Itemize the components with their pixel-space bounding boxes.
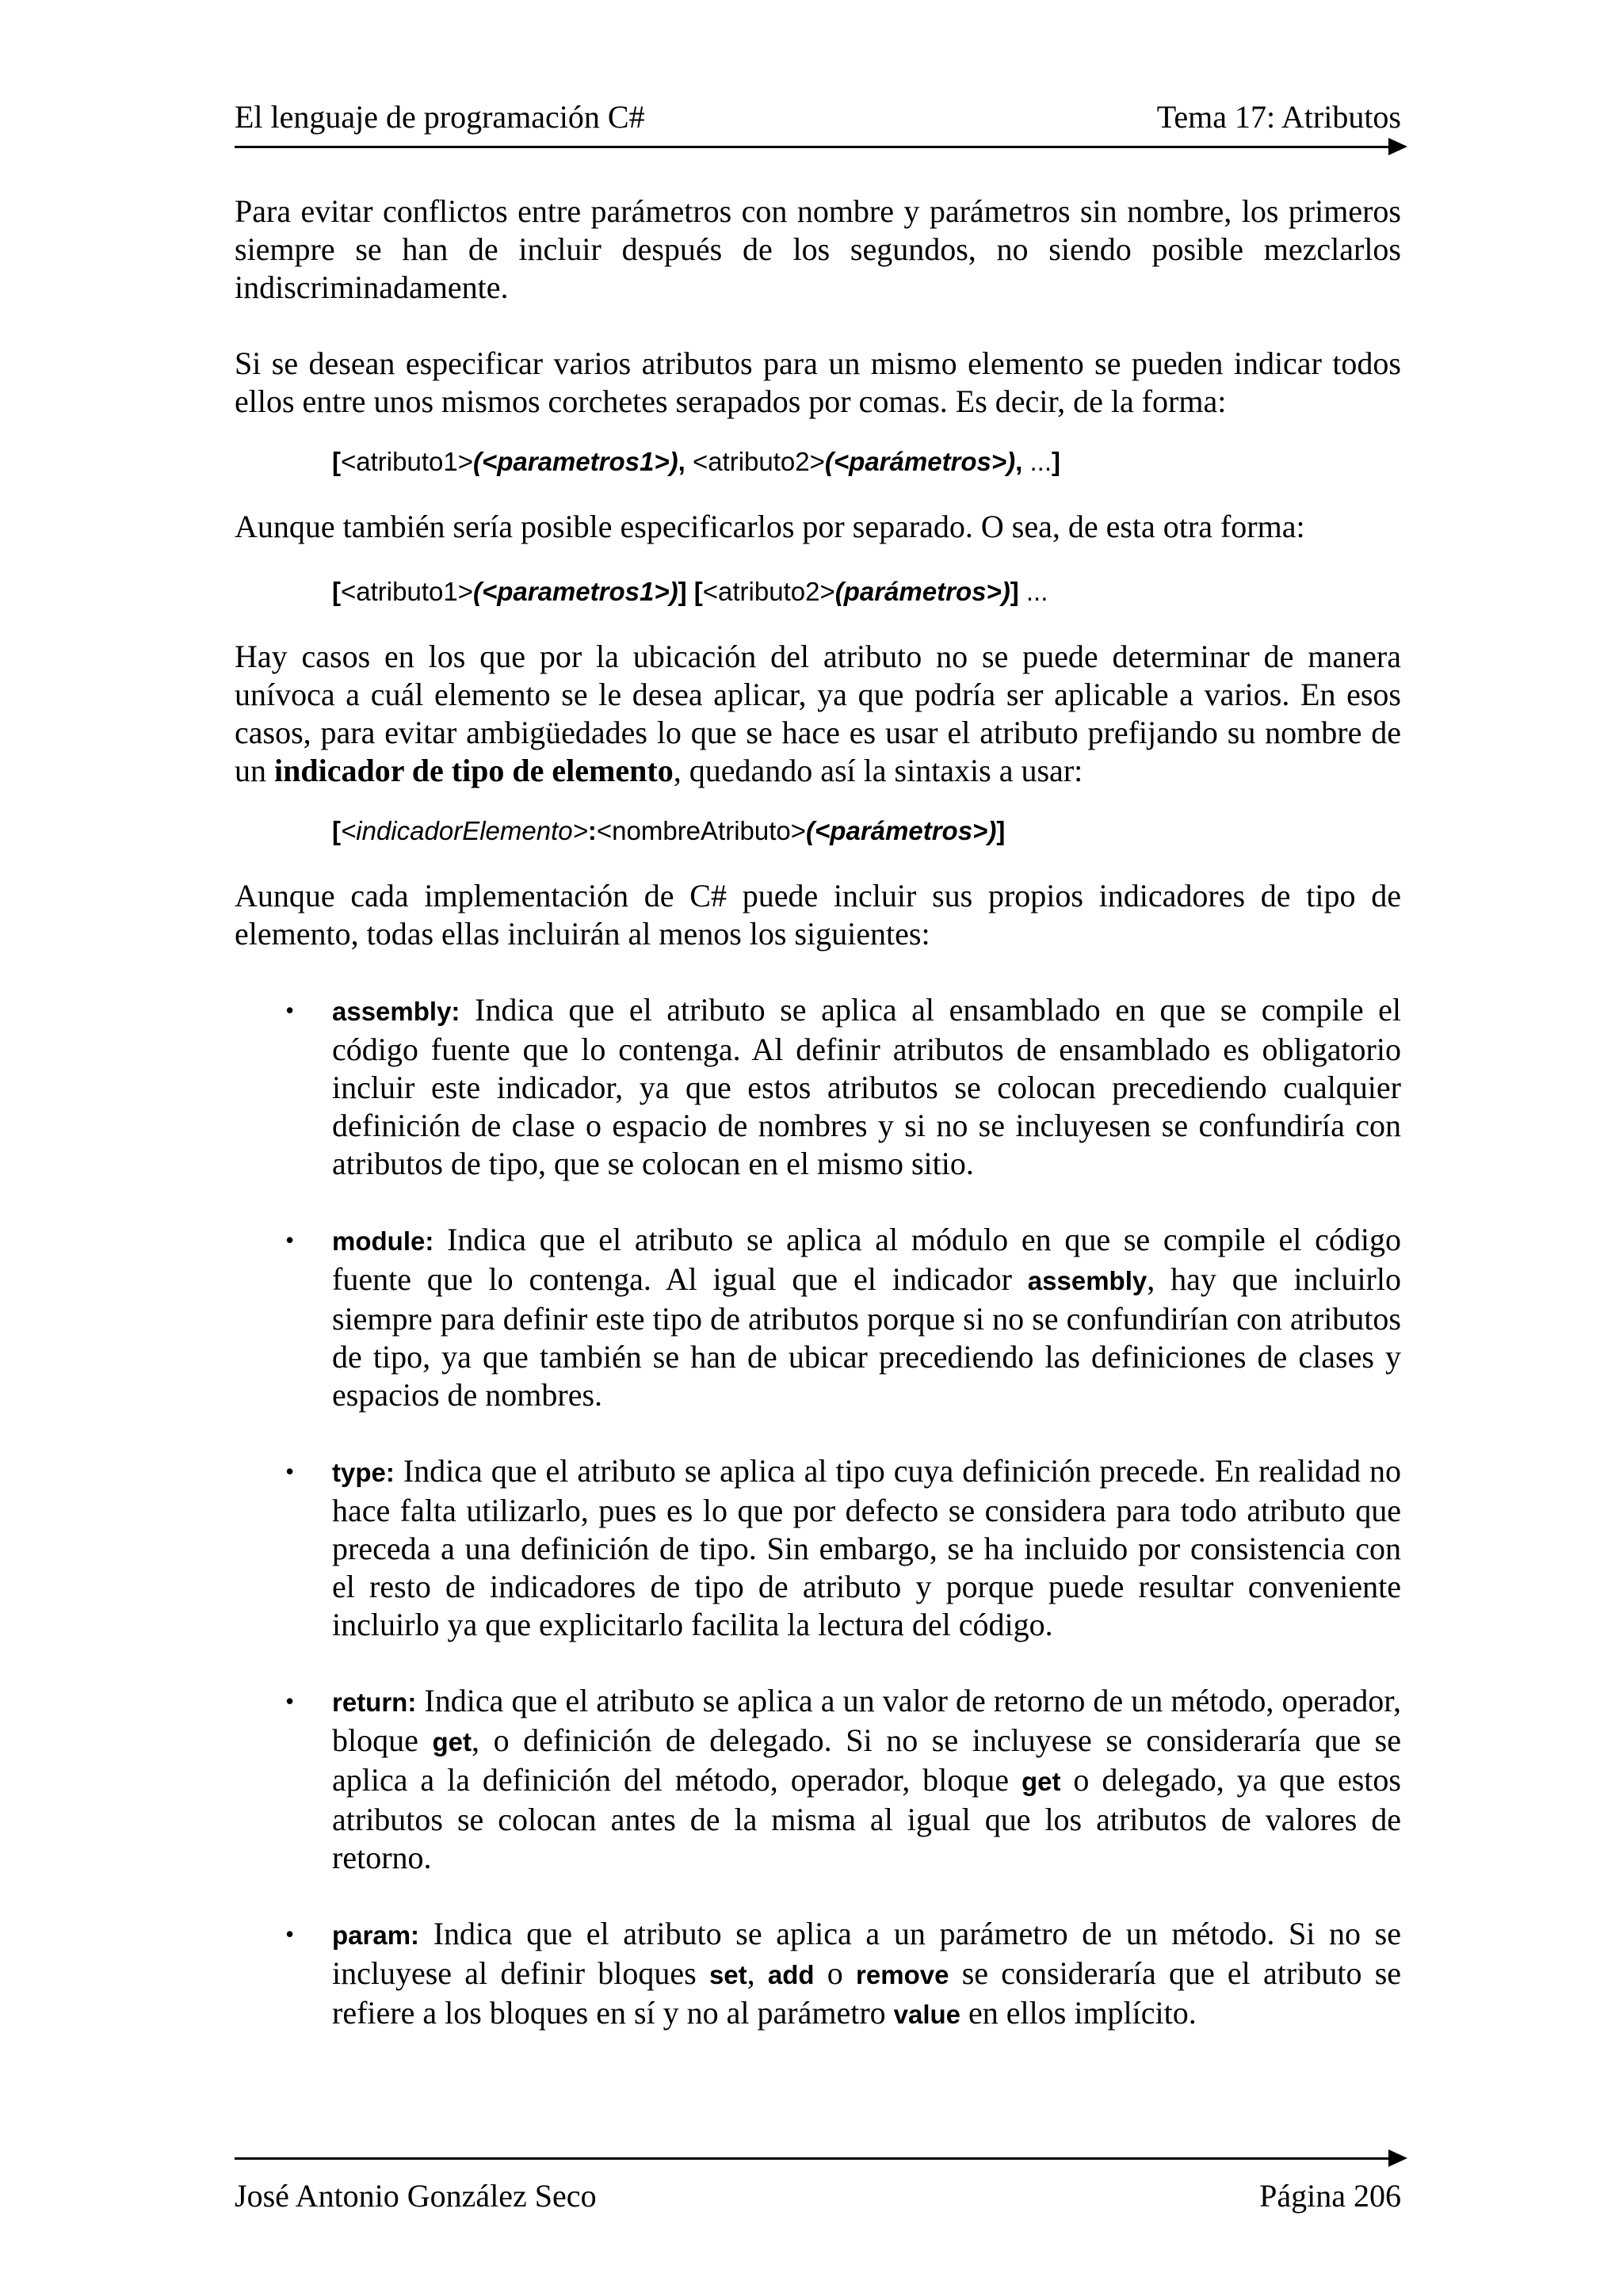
code-token: (<parametros1>) [472, 447, 678, 476]
paragraph-named-params: Para evitar conflictos entre parámetros con nombre y parámetros sin nombre, los primeros siempre se han de incluir después de los segundos, no siendo posible mezclarlos indiscriminadamente. [235, 193, 1401, 305]
keyword: remove [856, 1960, 949, 1989]
list-item-assembly [235, 991, 1401, 1183]
footer-author: José Antonio González Seco [235, 2178, 597, 2214]
list-item-module [235, 1221, 1401, 1414]
paragraph-ambiguity [235, 638, 1401, 790]
code-token: <atributo1> [341, 577, 473, 606]
keyword: assembly [1027, 1266, 1148, 1295]
keyword: module: [332, 1226, 434, 1256]
keyword: get [432, 1727, 472, 1756]
code-token: <nombreAtributo> [596, 816, 807, 845]
list-item-text: , hay que incluirlo siempre para definir este tipo de atributos porque si no se confundirían con atributos de tipo, ya que también se han de ubicar precediendo las definiciones de clases y espacios de nombres. [332, 1261, 1401, 1413]
list-item-text: Indica que el atributo se aplica al tipo cuya definición precede. En realidad no hace falta utilizarlo, pues es lo que por defecto se considera para todo atributo que preceda a una definición de tipo. Sin embargo, se ha incluido por consistencia con el resto de indicadores de tipo de atributo y porque puede resultar conveniente incluirlo ya que explicitarlo facilita la lectura del código. [332, 1453, 1401, 1642]
code-token: [ [332, 816, 341, 845]
list-item-text: se consideraría que el atributo se refiere a los bloques en sí y no al parámetro [332, 1955, 1402, 2031]
keyword: type: [332, 1458, 395, 1487]
list-item-text: , o definición de delegado. Si no se incluyese se consideraría que se aplica a la definición del método, operador, bloque [332, 1722, 1401, 1798]
code-token: ] [996, 816, 1006, 845]
list-item-text: Indica que el atributo se aplica al ensamblado en que se compile el código fuente que lo contenga. Al definir atributos de ensamblado es obligatorio incluir este indicador, ya que estos atributos se colocan precediendo cualquier definición de clase o espacio de nombres y si no se incluyesen se confundiría con atributos de tipo, que se colocan en el mismo sitio. [332, 992, 1401, 1181]
code-token: (<parametros1>) [472, 577, 678, 606]
list-item-text: o [814, 1955, 857, 1991]
page-header [235, 93, 1401, 141]
code-token: ... [1025, 577, 1048, 606]
list-item-text: Indica que el atributo se aplica a un parámetro de un método. Si no se incluyese al definir bloques [332, 1916, 1401, 1991]
list-item-param [235, 1915, 1401, 2034]
code-token: ] [1052, 447, 1061, 476]
paragraph-text: Hay casos en los que por la ubicación del atributo no se puede determinar de manera unívoca a cuál elemento se le desea aplicar, ya que podría ser aplicable a varios. En esos casos, para evitar ambigüedades lo que se hace es usar el atributo prefijando su nombre de un [235, 639, 1401, 788]
bullet-icon: • [285, 1457, 295, 1486]
keyword: assembly: [332, 997, 460, 1026]
keyword: param: [332, 1920, 420, 1950]
code-syntax-combined [332, 443, 1401, 481]
bullet-icon: • [285, 1687, 295, 1715]
code-token: ... [1029, 447, 1052, 476]
list-item-text: , [747, 1955, 768, 1991]
list-item-text: Indica que el atributo se aplica a un valor de retorno de un método, operador, bloque [332, 1683, 1401, 1758]
page-footer [235, 2172, 1401, 2220]
bullet-icon: • [285, 1920, 295, 1948]
footer-page-number: Página 206 [1259, 2178, 1401, 2214]
code-token: <atributo1> [341, 447, 473, 476]
header-book-title: El lenguaje de programación C# [235, 99, 645, 135]
keyword: set [708, 1960, 747, 1989]
paragraph-multiple-attributes: Si se desean especificar varios atributos para un mismo elemento se pueden indicar todos ellos entre unos mismos corchetes serapados por comas. Es decir, de la forma: [235, 345, 1401, 419]
code-token: ] [1010, 577, 1026, 606]
indicator-list [235, 991, 1401, 2034]
emphasis-term: indicador de tipo de elemento [274, 753, 674, 788]
code-token: (<parámetros>) [824, 447, 1016, 476]
header-chapter-title: Tema 17: Atributos [1156, 99, 1401, 135]
code-token: <atributo2> [692, 447, 825, 476]
paragraph-indicators-intro: Aunque cada implementación de C# puede incluir sus propios indicadores de tipo de elemento, todas ellas incluirán al menos los siguientes: [235, 878, 1401, 952]
code-token: [ [332, 447, 341, 476]
list-item-text: en ellos implícito. [960, 1995, 1197, 2031]
code-token: <atributo2> [702, 577, 835, 606]
code-token: (<parámetros>) [806, 816, 997, 845]
paragraph-separate-form: Aunque también sería posible especificarlos por separado. O sea, de esta otra forma: [235, 509, 1305, 544]
list-item-text: Indica que el atributo se aplica al módulo en que se compile el código fuente que lo contenga. Al igual que el indicador [332, 1222, 1401, 1297]
page-body [235, 193, 1401, 2072]
code-token: [ [332, 577, 341, 606]
code-token: <indicadorElemento> [341, 816, 588, 845]
keyword: get [1021, 1767, 1061, 1796]
code-token: , [678, 447, 693, 476]
footer-arrow-rule [235, 2157, 1390, 2160]
code-syntax-indicator [332, 812, 1401, 850]
code-token: , [1015, 447, 1030, 476]
code-syntax-separate [332, 573, 1401, 611]
list-item-return [235, 1682, 1401, 1877]
code-token: : [587, 816, 597, 845]
bullet-icon: • [285, 1226, 295, 1254]
code-token: (parámetros>) [834, 577, 1010, 606]
list-item-type [235, 1452, 1401, 1644]
bullet-icon: • [285, 996, 295, 1024]
keyword: add [767, 1960, 815, 1989]
list-item-text: o delegado, ya que estos atributos se colocan antes de la misma al igual que los atributos de valores de retorno. [332, 1762, 1401, 1875]
code-token: ] [ [678, 577, 703, 606]
header-arrow-rule [235, 146, 1390, 148]
keyword: value [893, 2000, 961, 2029]
paragraph-text: , quedando así la sintaxis a usar: [673, 753, 1083, 788]
keyword: return: [332, 1688, 417, 1717]
